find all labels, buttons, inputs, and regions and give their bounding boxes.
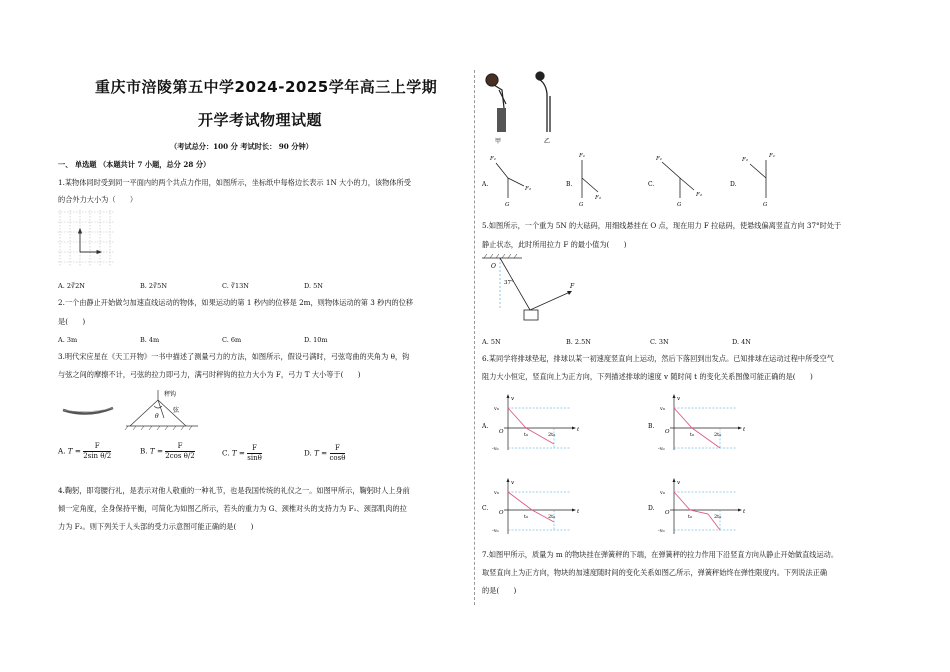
q6-option-c-letter: C. [482, 505, 489, 512]
q3-option-b-num: F [165, 442, 194, 452]
column-divider [474, 70, 475, 605]
q6-c-v-label: v [511, 480, 515, 486]
q4-option-b-letter[interactable]: B. [566, 181, 573, 188]
q4-d-g: G [763, 202, 768, 208]
q6-d-t0-label: t₀ [688, 514, 693, 520]
q6-b-v0-label: v₀ [660, 406, 665, 412]
q5-option-b[interactable]: B. 2.5N [566, 338, 591, 346]
q4-a-g: G [505, 202, 510, 208]
q6-b-2t0-label: 2t₀ [714, 432, 722, 438]
q1-text-line2: 的合外力大小为（ ） [58, 195, 138, 204]
q3-option-c-fraction [247, 444, 262, 463]
q4-option-a-letter[interactable]: A. [482, 181, 489, 188]
q6-option-b-letter: B. [648, 423, 655, 430]
q6-d-v-label: v [677, 480, 681, 486]
q1-option-a[interactable]: A. 2∛2N [58, 282, 85, 290]
q5-weight-figure [482, 254, 592, 326]
q6-a-o-label: O [499, 429, 504, 435]
q4-option-d-letter[interactable]: D. [730, 181, 737, 188]
q3-option-d-letter: D. [304, 448, 312, 458]
q4-option-c-letter[interactable]: C. [648, 181, 655, 188]
section-heading: 一、 单选题 （本题共计 7 小题，总分 28 分） [58, 160, 211, 169]
q6-b-t-label: t [743, 427, 746, 433]
q1-option-b[interactable]: B. 2∛5N [140, 282, 168, 290]
q6-a-2t0-label: 2t₀ [548, 432, 556, 438]
q1-option-d[interactable]: D. 5N [304, 282, 323, 290]
q3-hook-label: 秤钩 [164, 391, 177, 398]
q6-graph-a[interactable] [482, 392, 592, 454]
q3-option-d-den: cosθ [329, 453, 346, 462]
q3-text-line1: 3.明代宋应星在《天工开物》一书中描述了测量弓力的方法，如图所示，假设弓满时，弓弦弯曲的夹角为 θ，钩 [58, 352, 410, 361]
q4-d-f2: F₂ [742, 157, 749, 163]
q3-text-line2: 与弦之间的摩擦不计，弓弦的拉力即弓力，满弓时秤钩的拉力大小为 F，弓力 T 大小等于( ) [58, 370, 361, 379]
q3-option-d[interactable] [304, 444, 345, 463]
q4-figure-label-yi: 乙 [544, 138, 551, 145]
q6-a-t0-label: t₀ [524, 432, 529, 438]
q7-text-line3: 的是( ) [482, 586, 517, 595]
q5-option-a[interactable]: A. 5N [482, 338, 501, 346]
q3-option-b-lhs: T = [149, 446, 163, 456]
q6-c-o-label: O [499, 510, 504, 516]
q1-option-c[interactable]: C. ∛13N [222, 282, 249, 290]
q2-option-c[interactable]: C. 6m [222, 336, 242, 344]
q5-text-line1: 5.如图所示，一个重为 5N 的大砝码，用细线悬挂在 O 点，现在用力 F 拉砝码，使悬线偏离竖直方向 37°时处于 [482, 221, 842, 230]
q7-text-line1: 7.如图甲所示，质量为 m 的物块挂在弹簧秤的下端，在弹簧秤的拉力作用下沿竖直方向从静止开始做直线运动。 [482, 550, 839, 559]
q3-option-a[interactable] [58, 442, 111, 461]
q5-f-label: F [570, 283, 575, 290]
q6-a-v-label: v [511, 396, 515, 402]
q3-option-d-num: F [330, 444, 346, 454]
q3-string-label: 弦 [173, 407, 180, 414]
q2-option-a[interactable]: A. 3m [58, 336, 78, 344]
q6-b-negv0-label: -v₀ [658, 446, 665, 452]
q4-text-line1: 4.鞠躬，即弯腰行礼，是表示对他人敬重的一种礼节，也是我国传统的礼仪之一。如图甲所示，鞠躬时人上身前 [58, 486, 410, 495]
q4-c-f2: F₂ [696, 192, 703, 198]
q6-c-2t0-label: 2t₀ [548, 514, 556, 520]
q6-a-t-label: t [577, 427, 580, 433]
q6-d-v0-label: v₀ [660, 490, 665, 496]
q6-a-v0-label: v₀ [494, 406, 499, 412]
q7-text-line2: 取竖直向上为正方向，物块的加速度随时间的变化关系如图乙所示，弹簧秤始终在弹性限度内。下列说法正确 [482, 568, 828, 577]
q4-figure-label-jia: 甲 [495, 138, 502, 145]
q3-option-c-letter: C. [222, 448, 230, 458]
q3-option-b-letter: B. [140, 446, 148, 456]
q1-text-line1: 1.某物体同时受到同一平面内的两个共点力作用，如图所示，坐标纸中每格边长表示 1N 大小的力，该物体所受 [58, 178, 411, 187]
q3-option-b-fraction [165, 442, 194, 461]
q4-c-f1: F₁ [656, 156, 663, 162]
q6-c-negv0-label: -v₀ [492, 528, 499, 534]
q6-text-line2: 阻力大小恒定，竖直向上为正方向，下列描述排球的速度 v 随时间 t 的变化关系图像可能正确的是( ) [482, 372, 813, 381]
q4-bowing-figure [480, 70, 570, 148]
q4-a-f2: F₂ [525, 186, 532, 192]
q6-graph-b[interactable] [648, 392, 758, 454]
q6-d-t-label: t [743, 509, 746, 515]
q2-text-line1: 2.一个由静止开始做匀加速直线运动的物体，如果运动的第 1 秒内的位移是 2m，则物体运动的第 3 秒内的位移 [58, 298, 414, 307]
q6-b-o-label: O [665, 429, 670, 435]
q6-c-t-label: t [577, 509, 580, 515]
q3-option-b[interactable] [140, 442, 195, 461]
q4-b-g: G [579, 202, 584, 208]
q4-b-f1: F₁ [579, 153, 586, 159]
q3-option-c-num: F [247, 444, 262, 454]
q3-option-a-num: F [83, 442, 111, 452]
q6-option-a-letter: A. [482, 423, 489, 430]
q3-option-c-den: sinθ [247, 453, 262, 462]
q6-b-t0-label: t₀ [690, 432, 695, 438]
q6-b-v-label: v [677, 396, 681, 402]
q6-a-negv0-label: -v₀ [492, 446, 499, 452]
q4-a-f1: F₁ [490, 156, 497, 162]
q5-o-label: O [491, 263, 496, 270]
exam-info: （考试总分：100 分 考试时长： 90 分钟） [170, 142, 313, 151]
paper-title-line1: 重庆市涪陵第五中学2024-2025学年高三上学期 [95, 78, 438, 96]
q6-graph-d[interactable] [648, 476, 758, 538]
q2-option-d[interactable]: D. 10m [304, 336, 328, 344]
q3-option-d-fraction [330, 444, 346, 463]
q3-option-a-fraction [83, 442, 111, 461]
q1-grid-figure [58, 210, 118, 270]
q6-d-2t0-label: 2t₀ [714, 514, 722, 520]
q3-bow-figure [58, 388, 208, 433]
q3-option-a-lhs: T = [67, 446, 81, 456]
q5-option-c[interactable]: C. 3N [650, 338, 669, 346]
q6-option-d-letter: D. [648, 505, 655, 512]
q4-b-f2: F₂ [595, 195, 602, 201]
q4-d-f1: F₁ [769, 153, 776, 159]
q2-option-b[interactable]: B. 4m [140, 336, 160, 344]
q6-graph-c[interactable] [482, 476, 592, 538]
q3-theta-label: θ [155, 413, 159, 420]
paper-title-line2: 开学考试物理试题 [198, 111, 323, 129]
q5-text-line2: 静止状态，此时所用拉力 F 的最小值为( ) [482, 240, 627, 249]
q4-c-g: G [677, 202, 682, 208]
q5-angle-label: 37° [504, 280, 514, 286]
q4-force-options [482, 148, 802, 210]
q4-text-line3: 力为 F₂。则下列关于人头部的受力示意图可能正确的是( ) [58, 522, 254, 531]
q3-option-b-den: 2cos θ/2 [165, 451, 195, 460]
q3-option-a-den: 2sin θ/2 [83, 451, 112, 460]
q6-d-negv0-label: -v₀ [658, 528, 665, 534]
q6-d-o-label: O [665, 510, 670, 516]
q5-option-d[interactable]: D. 4N [732, 338, 751, 346]
q3-option-d-lhs: T = [314, 448, 328, 458]
q3-option-c[interactable] [222, 444, 262, 463]
q3-option-a-letter: A. [58, 446, 66, 456]
q2-text-line2: 是( ) [58, 317, 86, 326]
q6-text-line1: 6.某同学将排球垫起，排球以某一初速度竖直向上运动，然后下落回到出发点。已知排球在运动过程中所受空气 [482, 354, 834, 363]
q4-text-line2: 倾一定角度，全身保持平衡，可简化为如图乙所示，若头的重力为 G、颈椎对头的支持力为 F₁、颈部肌肉的拉 [58, 504, 407, 513]
q3-option-c-lhs: T = [231, 448, 245, 458]
q6-c-v0-label: v₀ [494, 490, 499, 496]
q6-c-t0-label: t₀ [524, 514, 529, 520]
